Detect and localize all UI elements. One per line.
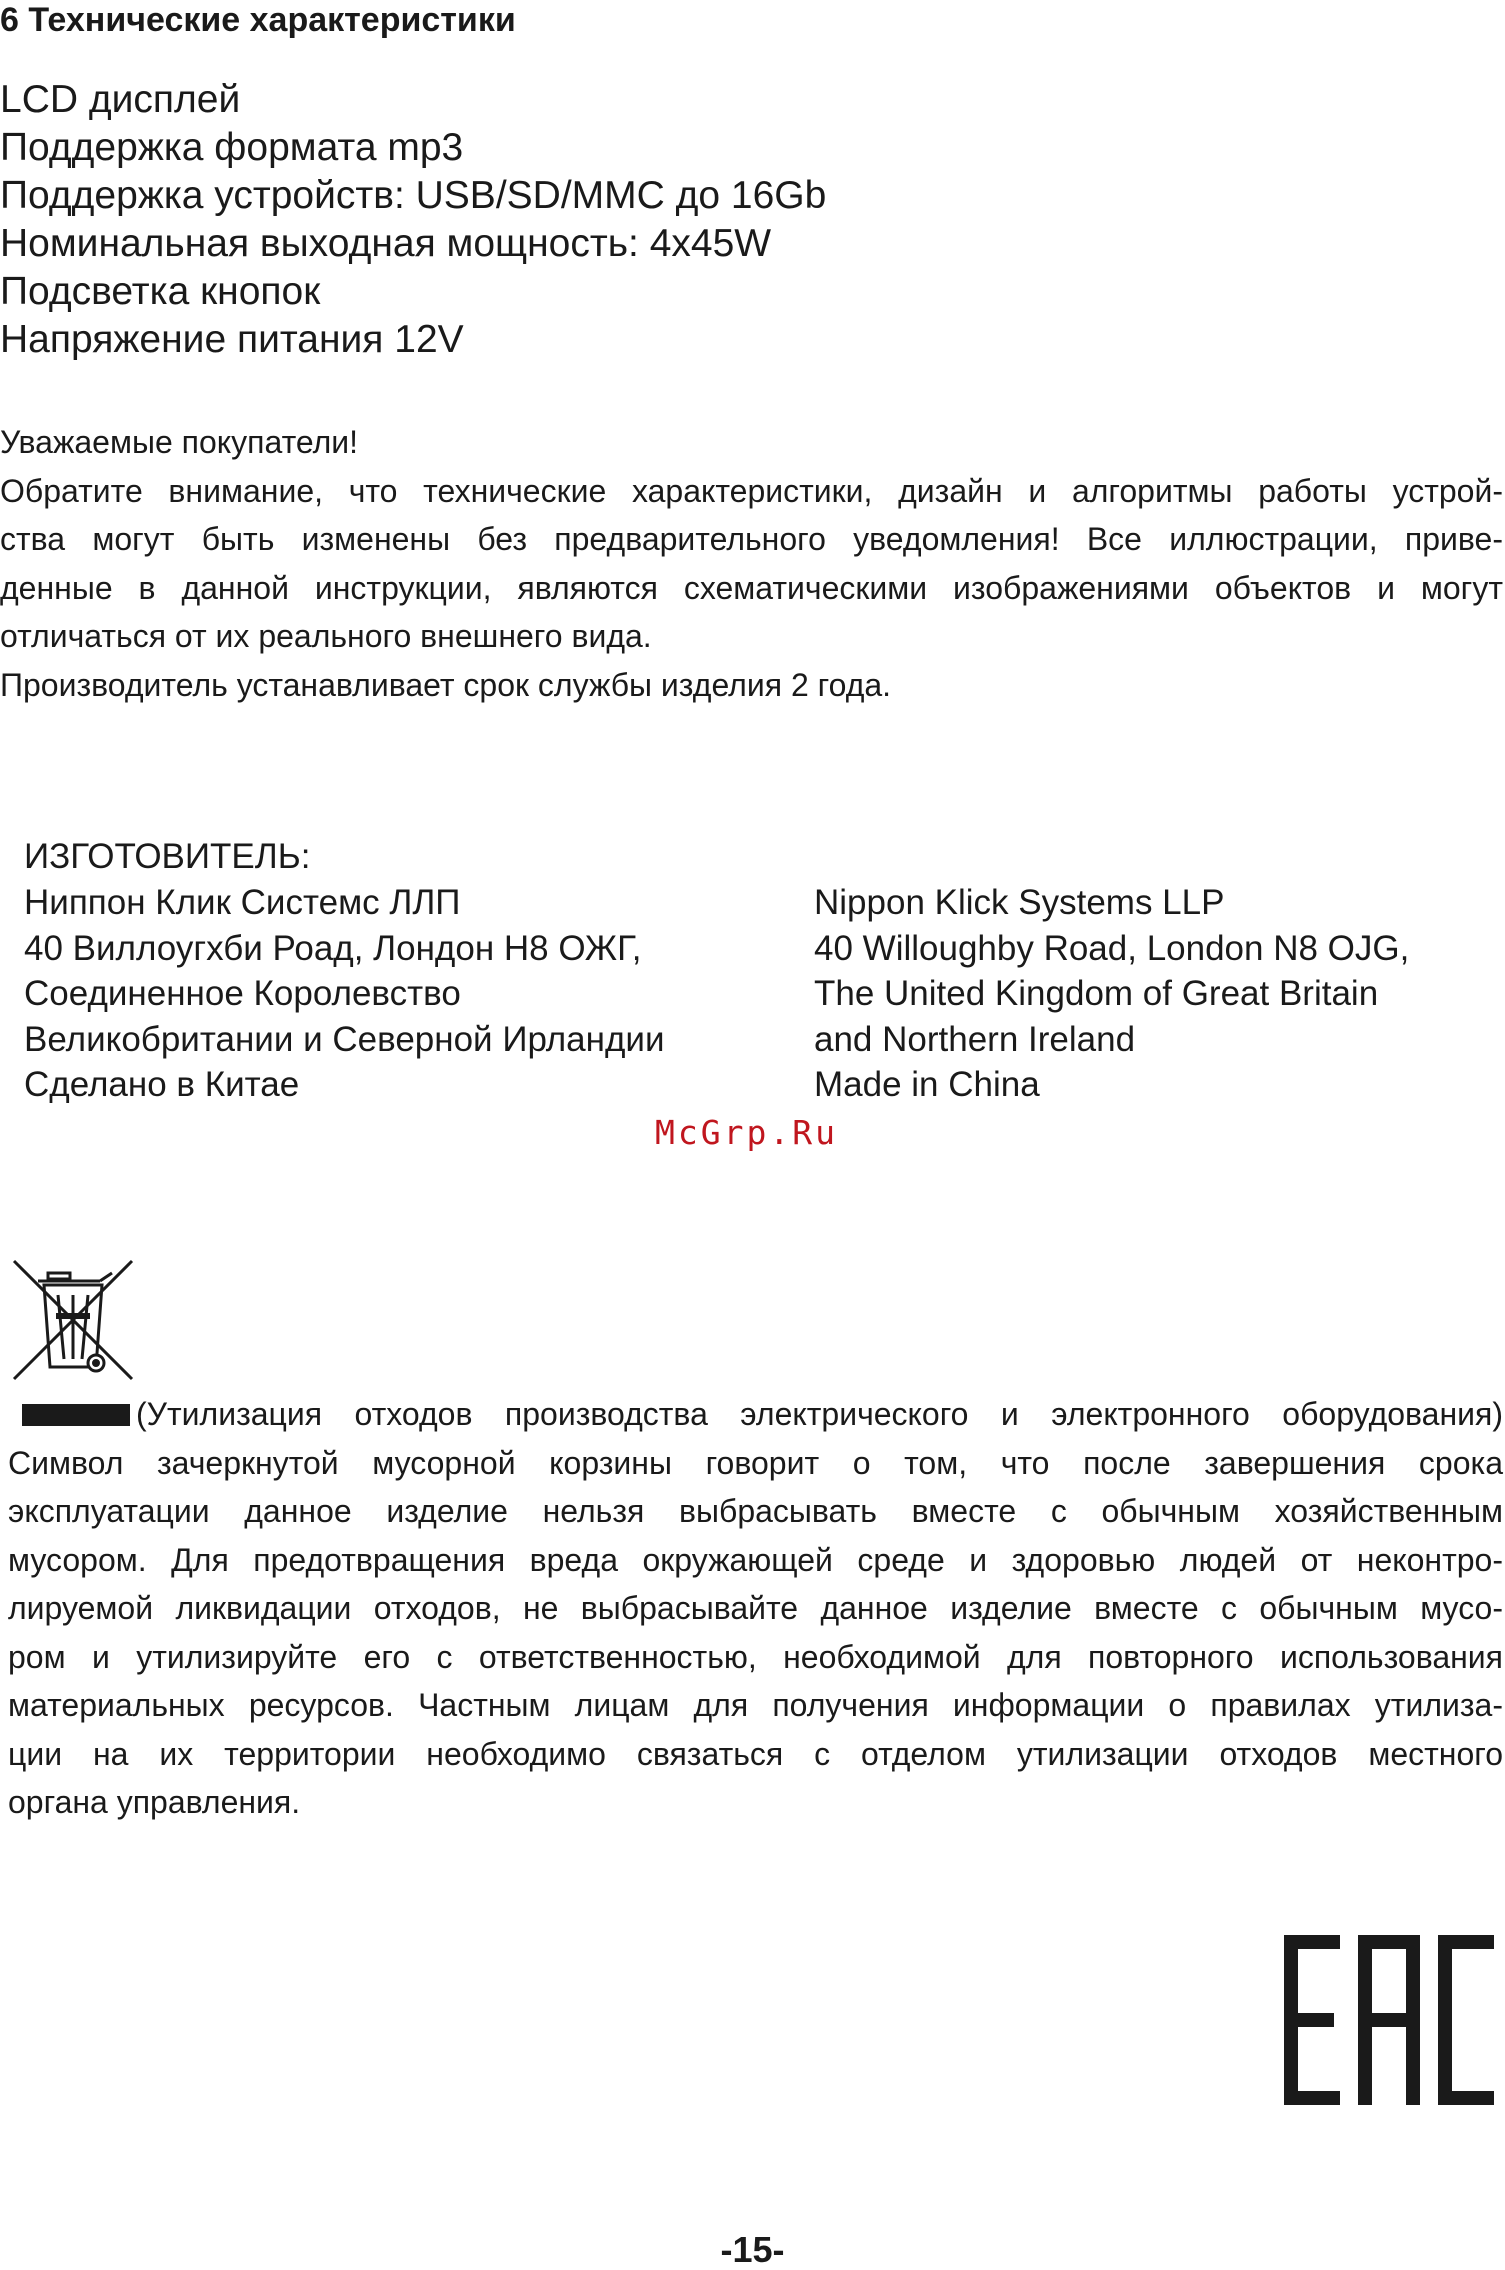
- address-line: Соединенное Королевство: [24, 974, 461, 1013]
- notice-greeting: Уважаемые покупатели!: [0, 424, 359, 460]
- watermark: McGrp.Ru: [655, 1113, 838, 1152]
- disposal-line: ции на их территории необходимо связаться с отделом утилизации отходов местного: [8, 1735, 1503, 1772]
- disposal-line: мусором. Для предотвращения вреда окружающей среде и здоровью людей от неконтро-: [8, 1541, 1503, 1578]
- address-line: Сделано в Китае: [24, 1065, 300, 1104]
- address-line: Великобритании и Северной Ирландии: [24, 1019, 665, 1059]
- section-heading: 6 Технические характеристики: [0, 1, 516, 39]
- spec-item: Напряжение питания 12V: [0, 318, 464, 361]
- manufacturer-address-en: [814, 880, 1409, 1108]
- spec-list: [0, 76, 826, 364]
- address-line: The United Kingdom of Great Britain: [814, 974, 1379, 1013]
- spec-item: Номинальная выходная мощность: 4x45W: [0, 222, 772, 265]
- disposal-line: материальных ресурсов. Частным лицам для получения информации о правилах утилиза-: [8, 1687, 1503, 1723]
- eac-conformity-mark-icon: [1284, 1935, 1494, 2105]
- service-life: Производитель устанавливает срок службы изделия 2 года.: [0, 666, 892, 703]
- disposal-line: лируемой ликвидации отходов, не выбрасывайте данное изделие вместе с обычным мусо-: [8, 1590, 1503, 1626]
- disposal-heading-line: [8, 1390, 1503, 1439]
- disposal-section: [8, 1390, 1503, 1827]
- address-line: Made in China: [814, 1065, 1040, 1104]
- notice-line: отличаться от их реального внешнего вида.: [0, 618, 652, 654]
- address-line: 40 Виллоугхби Роад, Лондон Н8 ОЖГ,: [24, 928, 642, 968]
- spec-item: Подсветка кнопок: [0, 270, 321, 313]
- separator-bar: [22, 1404, 130, 1426]
- address-line: and Northern Ireland: [814, 1019, 1136, 1059]
- disposal-line: Символ зачеркнутой мусорной корзины говорит о том, что после завершения срока: [8, 1444, 1503, 1481]
- manufacturer-address-ru: [24, 880, 665, 1108]
- spec-item: Поддержка формата mp3: [0, 126, 464, 169]
- notice-line: денные в данной инструкции, являются схематическими изображениями объектов и могут: [0, 569, 1503, 606]
- crossed-out-wheelie-bin-icon: [8, 1255, 138, 1385]
- spec-item: Поддержка устройств: USB/SD/MMC до 16Gb: [0, 174, 827, 217]
- spec-item: LCD дисплей: [0, 78, 241, 121]
- notice-line: ства могут быть изменены без предварительного уведомления! Все иллюстрации, приве-: [0, 521, 1503, 557]
- disposal-line: ром и утилизируйте его с ответственностью, необходимой для повторного использования: [8, 1638, 1503, 1675]
- address-line: Ниппон Клик Системс ЛЛП: [24, 883, 461, 922]
- address-line: 40 Willoughby Road, London N8 OJG,: [814, 928, 1410, 968]
- disposal-line: эксплуатации данное изделие нельзя выбрасывать вместе с обычным хозяйственным: [8, 1493, 1503, 1529]
- address-line: Nippon Klick Systems LLP: [814, 883, 1225, 922]
- disposal-line: органа управления.: [8, 1784, 301, 1820]
- notice-line: Обратите внимание, что технические характеристики, дизайн и алгоритмы работы устрой-: [0, 472, 1503, 509]
- customer-notice: [0, 418, 1503, 709]
- disposal-heading: (Утилизация отходов производства электрического и электронного оборудования): [136, 1396, 1503, 1432]
- manufacturer-title: ИЗГОТОВИТЕЛЬ:: [24, 837, 311, 876]
- page-number: -15-: [720, 2229, 785, 2270]
